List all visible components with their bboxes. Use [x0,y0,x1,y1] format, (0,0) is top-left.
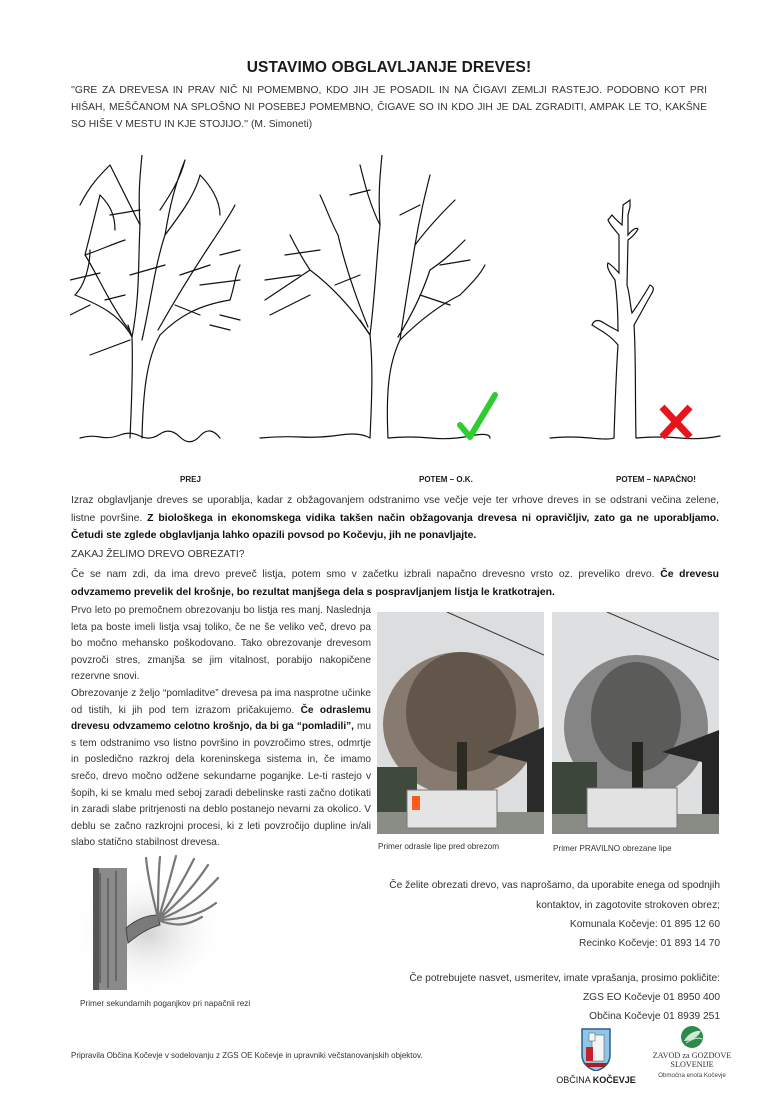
secondary-shoots-illustration [78,853,258,993]
why-bold-text: Če drevesu odvzamemo prevelik del krošnje, bo rezultat manjšega dela s pospravljanjem listja le kratkotrajen. [71,569,719,598]
photo-linden-after [552,612,719,834]
advice-intro: Če potrebujete nasvet, usmeritev, imate vprašanja, prosimo pokličite: [409,973,720,984]
column-paragraph-1: Prvo leto po premočnem obrezovanju bo listja res manj. Naslednja leta pa boste imeli listja vsaj toliko, če ne še veliko več, drevo pa bo močno mehansko poškodovano. Tako obrezovanje drevesom povzroči stres, zmanjša se jim vitalnost, porabijo nakopičene rezervne snovi. [71,605,371,683]
why-text: Če se nam zdi, da ima drevo preveč listja, potem smo v začetku izbrali napačno drevesno vrsto oz. preveliko drevo. [71,569,661,580]
check-mark-icon [460,395,495,437]
para2-text: Obrezovanje z željo “pomladitve” drevesa pa ima nasprotne učinke od tistih, ki jih pod tem izrazom pričakujemo. [71,688,371,716]
zgs-name-line1: ZAVOD za GOZDOVE [652,1051,732,1060]
shoots-caption: Primer sekundarnih poganjkov pri napačnii rezi [80,999,251,1008]
intro-bold-text: Z biološkega in ekonomskega vidika takšen način obžagovanja drevesa ni opravičljiv, zato ga ne uporabljamo. Četudi ste zglede obglavljanja lahko opazili povsod po Kočevju, jih ne ponavljajte. [71,512,720,542]
label-after-ok: POTEM – O.K. [419,475,473,484]
label-before: PREJ [180,475,201,484]
contact-obcina: Občina Kočevje 01 8939 251 [589,1011,720,1022]
obcina-logo-text [556,1075,636,1085]
tree-after-ok-icon [260,155,490,439]
obcina-kocevje-logo [556,1027,636,1089]
contact-komunala: Komunala Kočevje: 01 895 12 60 [569,919,720,930]
footer-note: Pripravila Občina Kočevje v sodelovanju z ZGS OE Kočevje in upravniki večstanovanjskih objektov. [71,1051,423,1060]
kocevje-label: KOČEVJE [592,1075,636,1085]
tree-comparison-illustration [70,155,730,455]
zgs-unit: Območna enota Kočevje [658,1072,726,1079]
tree-after-wrong-icon [550,200,720,439]
quote-paragraph: ''GRE ZA DREVESA IN PRAV NIČ NI POMEMBNO, KDO JIH JE POSADIL IN NA ČIGAVI ZEMLJI RASTEJO. PODOBNO KOT PRI HIŠAH, MEŠČANOM NA SPLOŠNO NI POSEBEJ POMEMBNO, ČIGAVE SO IN KDO JIH JE DAL ZGRADITI, AMPAK LE TO, KAKŠNE SO HIŠE V MESTU IN KJE STOJIJO.'' (M. Simoneti) [71,85,707,131]
label-after-wrong: POTEM – NAPAČNO! [616,475,696,484]
contact-recinko: Recinko Kočevje: 01 893 14 70 [578,938,720,949]
intro-text: Izraz obglavljanje dreves se uporablja, kadar z obžagovanjem odstranimo vse večje veje ter vrhove dreves in se odstrani večina zelene, listne površine. [71,495,719,524]
photo-linden-before [377,612,544,834]
obcina-label: OBČINA [556,1075,593,1085]
contact-intro: Če želite obrezati drevo, vas naprošamo, da uporabite enega od spodnjih kontaktov, in zagotovite strokoven obrez; [389,880,720,911]
page-title: USTAVIMO OBGLAVLJANJE DREVES! [246,59,532,76]
zgs-name-line2: SLOVENIJE [670,1060,714,1069]
para2-text-continued: mu s tem odstranimo vso listno površino in povzročimo stres, odmrtje in posledično razkroj dela koreninskega sistema in, če imamo srečo, drevo močno odžene sekundarne poganjke. Le-ti rastejo v šopih, ki se kmalu med seboj zaradi debelinske rasti začno dotikati in zaradi slabe pritrjenosti na deblo postanejo nevarni za okolico. V deblu se začno razkrojni procesi, ki z leti povzročijo dupline in/ali slabo statično stabilnost drevesa. [71,721,371,849]
intro-paragraph [71,492,719,545]
cross-mark-icon [662,407,690,437]
tree-before-icon [70,155,240,442]
section-question: ZAKAJ ŽELIMO DREVO OBREZATI? [71,549,245,560]
column-paragraph-2 [71,686,371,852]
why-paragraph [71,566,719,601]
contact-zgs: ZGS EO Kočevje 01 8950 400 [582,992,720,1003]
zgs-logo [646,1025,738,1089]
para2-bold-text: Če odraslemu drevesu odvzamemo celotno krošnjo, da bi ga “pomladili”, [71,704,371,733]
photo-caption-after: Primer PRAVILNO obrezane lipe [553,844,672,853]
photo-caption-before: Primer odrasle lipe pred obrezom [378,842,500,851]
